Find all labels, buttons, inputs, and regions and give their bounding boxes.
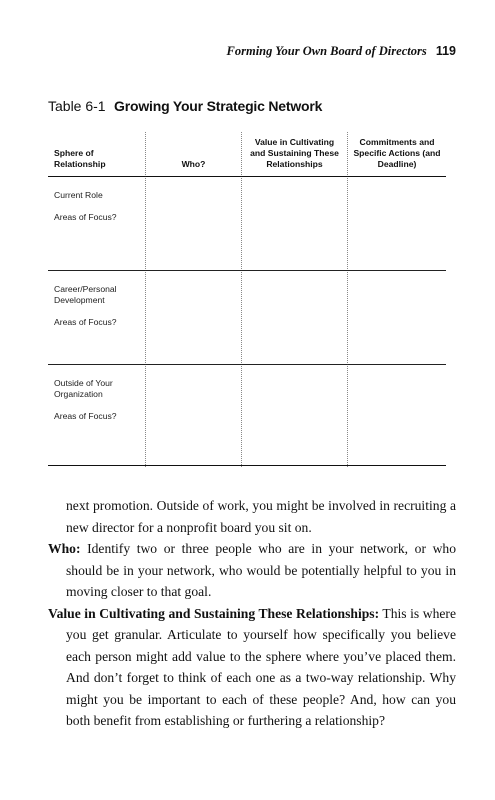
column-divider — [145, 132, 146, 467]
header-commitments-line: Deadline) — [377, 159, 417, 169]
running-head-title: Forming Your Own Board of Directors — [226, 44, 427, 58]
running-head — [48, 44, 456, 59]
header-value-line: and Sustaining These — [250, 148, 339, 158]
header-sphere-line: Relationship — [54, 159, 106, 169]
table-number: Table 6-1 — [48, 98, 106, 114]
page-number: 119 — [435, 44, 456, 58]
who-paragraph — [48, 538, 456, 603]
row-label: Outside of Your — [54, 378, 113, 388]
strategic-network-table — [48, 132, 446, 467]
row-rule — [48, 270, 446, 271]
body-text — [48, 495, 456, 732]
continuation-paragraph: next promotion. Outside of work, you might be involved in recruiting a new director for a nonprofit board you sit on. — [66, 498, 456, 535]
who-text: Identify two or three people who are in your network, or who should be in your network, who would be potentially helpful to you in moving closer to that goal. — [66, 541, 456, 599]
table-bottom-rule — [48, 465, 446, 466]
header-who: Who? — [181, 159, 206, 169]
header-sphere-line: Sphere of — [54, 148, 94, 158]
header-value-line: Value in Cultivating — [254, 137, 335, 147]
header-commitments-line: Commitments and — [359, 137, 435, 147]
header-sphere — [54, 148, 142, 170]
table-title: Growing Your Strategic Network — [114, 98, 323, 114]
table-caption — [48, 98, 322, 116]
row-outside-organization — [54, 378, 144, 422]
row-focus-label: Areas of Focus? — [54, 411, 117, 421]
row-label: Career/Personal — [54, 284, 117, 294]
who-term: Who: — [48, 541, 81, 556]
row-focus-label: Areas of Focus? — [54, 212, 117, 222]
row-focus-label: Areas of Focus? — [54, 317, 117, 327]
row-current-role — [54, 190, 144, 223]
header-commitments-line: Specific Actions (and — [353, 148, 441, 158]
value-text: This is where you get granular. Articulate to yourself how specifically you believe each person might add value to the sphere where you’ve placed them. And don’t forget to think of each one as a two-way relationship. Why might you be important to each of these people? And, how can you both benefit from establishing or furthering a relationship? — [66, 605, 456, 728]
header-commitments — [348, 137, 446, 170]
value-term: Value in Cultivating and Sustaining These Relationships: — [48, 605, 380, 621]
column-divider — [241, 132, 242, 467]
row-label: Development — [54, 295, 105, 305]
value-paragraph — [48, 603, 456, 732]
header-value-line: Relationships — [266, 159, 323, 169]
row-label: Current Role — [54, 190, 103, 200]
row-label: Organization — [54, 389, 103, 399]
row-career-development — [54, 284, 144, 328]
column-divider — [347, 132, 348, 467]
header-rule — [48, 176, 446, 177]
header-value — [242, 137, 347, 170]
row-rule — [48, 364, 446, 365]
